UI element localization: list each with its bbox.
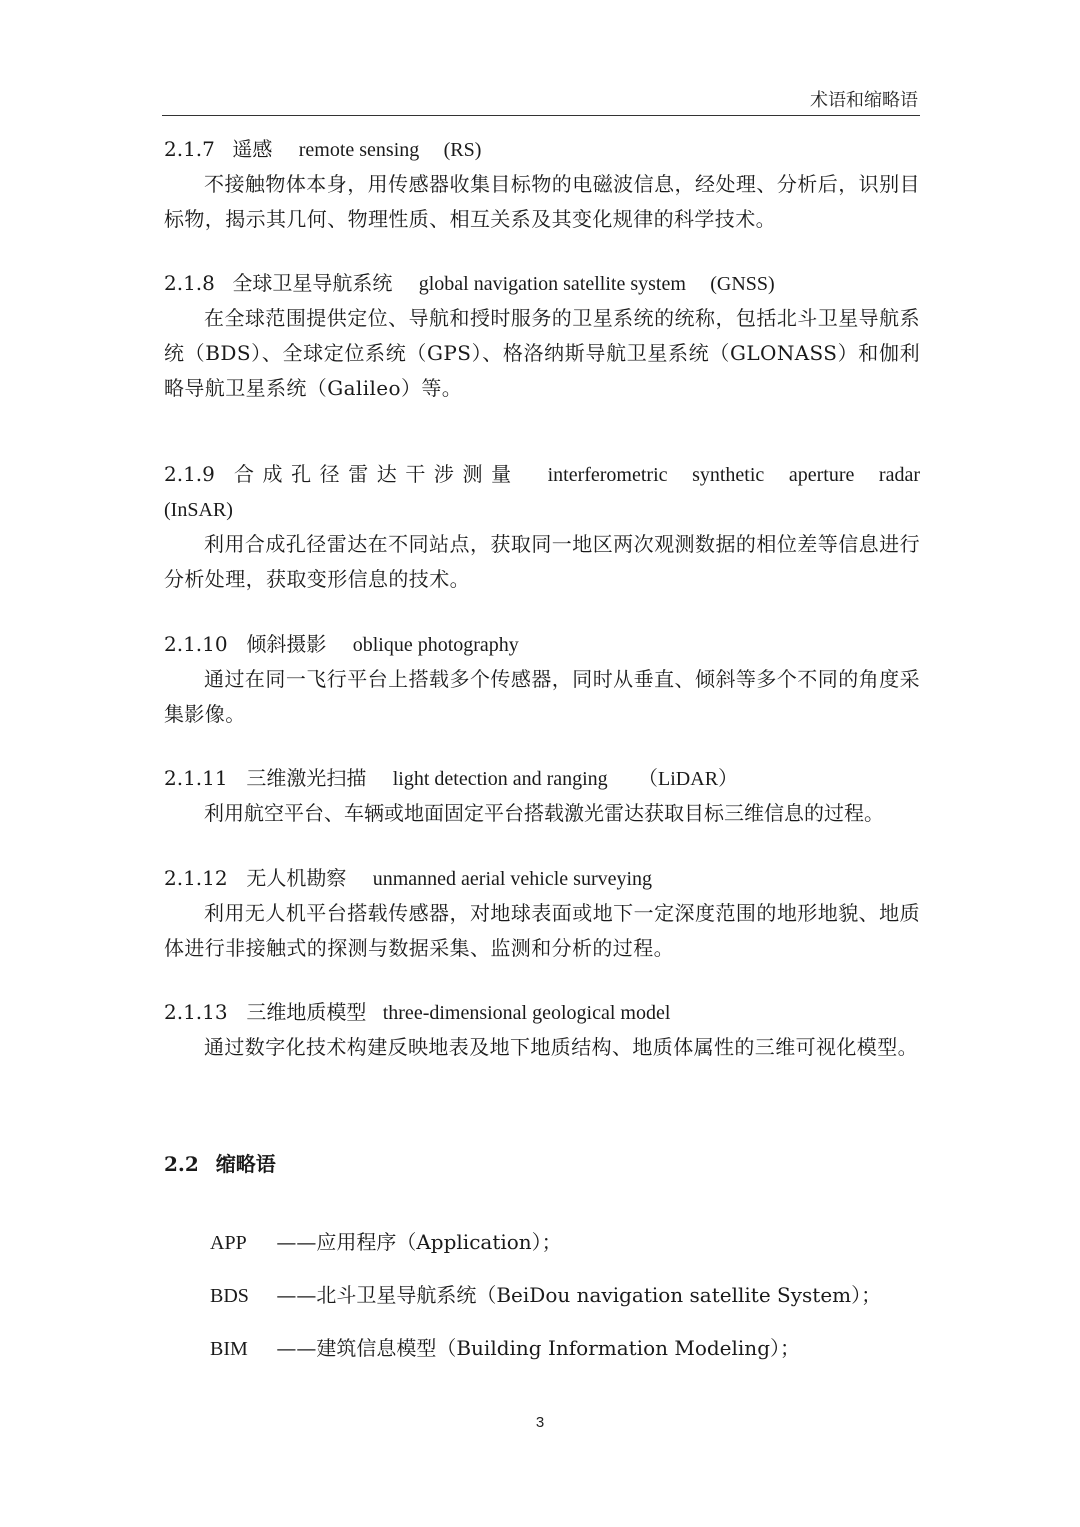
- term-title: [164, 861, 920, 896]
- term-abbreviation: (InSAR): [164, 499, 233, 521]
- term-definition: 通过数字化技术构建反映地表及地下地质结构、地质体属性的三维可视化模型。: [204, 1035, 918, 1059]
- abbreviation-item: [210, 1322, 920, 1375]
- abbreviation-code: BIM: [210, 1338, 248, 1360]
- term-chinese: 无人机勘察: [246, 866, 347, 890]
- abbreviation-definition: ——应用程序（Application）；: [276, 1230, 562, 1254]
- term-english: oblique photography: [352, 634, 519, 656]
- abbreviation-list: [210, 1216, 920, 1375]
- term-chinese: 全球卫星导航系统: [232, 271, 393, 295]
- term-chinese: 三维地质模型: [246, 1000, 367, 1024]
- term-title: [164, 457, 920, 527]
- term-title: [164, 761, 920, 796]
- term-number: 2.1.13: [164, 1000, 228, 1024]
- term-english: remote sensing: [298, 139, 420, 161]
- term-number: 2.1.10: [164, 632, 228, 656]
- running-header: 术语和缩略语: [810, 90, 918, 111]
- term-english: global navigation satellite system: [418, 273, 686, 295]
- term-entry-2-1-12: [164, 861, 920, 966]
- term-title: [164, 132, 920, 167]
- term-number: 2.1.11: [164, 766, 228, 790]
- term-definition: 利用航空平台、车辆或地面固定平台搭载激光雷达获取目标三维信息的过程。: [204, 801, 884, 825]
- abbreviation-item: [210, 1216, 920, 1269]
- term-entry-2-1-10: [164, 627, 920, 732]
- term-entry-2-1-11: [164, 761, 920, 831]
- term-definition: 利用合成孔径雷达在不同站点，获取同一地区两次观测数据的相位差等信息进行分析处理，获取变形信息的技术。: [164, 532, 920, 591]
- term-definition: 利用无人机平台搭载传感器，对地球表面或地下一定深度范围的地形地貌、地质体进行非接触式的探测与数据采集、监测和分析的过程。: [164, 901, 920, 960]
- term-definition: 通过在同一飞行平台上搭载多个传感器，同时从垂直、倾斜等多个不同的角度采集影像。: [164, 667, 920, 726]
- term-entry-2-1-7: [164, 132, 920, 237]
- term-abbreviation: (GNSS): [710, 273, 775, 295]
- term-entry-2-1-8: [164, 266, 920, 406]
- term-english: interferometric synthetic aperture radar: [547, 464, 921, 486]
- term-english: three-dimensional geological model: [382, 1002, 671, 1024]
- term-chinese: 三维激光扫描: [246, 766, 367, 790]
- term-abbreviation: (RS): [443, 139, 482, 161]
- header-rule: [162, 115, 920, 116]
- term-definition: 不接触物体本身，用传感器收集目标物的电磁波信息，经处理、分析后，识别目标物，揭示其几何、物理性质、相互关系及其变化规律的科学技术。: [164, 172, 920, 231]
- term-chinese: 遥感: [232, 137, 273, 161]
- term-number: 2.1.9: [164, 462, 215, 486]
- term-chinese: 合成孔径雷达干涉测量: [233, 462, 520, 486]
- page-number: 3: [535, 1414, 545, 1431]
- term-title: [164, 995, 920, 1030]
- term-english: light detection and ranging: [392, 768, 608, 790]
- abbreviation-definition: ——建筑信息模型（Building Information Modeling）；: [276, 1336, 800, 1360]
- term-english: unmanned aerial vehicle surveying: [372, 868, 653, 890]
- term-definition: 在全球范围提供定位、导航和授时服务的卫星系统的统称，包括北斗卫星导航系统（BDS）、全球定位系统（GPS）、格洛纳斯导航卫星系统（GLONASS）和伽利略导航卫星系统（Galileo）等。: [164, 306, 920, 400]
- section-number: 2.2: [164, 1152, 199, 1176]
- abbreviation-item: [210, 1269, 920, 1322]
- term-chinese: 倾斜摄影: [246, 632, 327, 656]
- section-heading: [164, 1147, 276, 1181]
- term-entry-2-1-9: [164, 457, 920, 597]
- term-title: [164, 627, 920, 662]
- term-title: [164, 266, 920, 301]
- abbreviation-code: BDS: [210, 1285, 249, 1307]
- term-abbreviation: （LiDAR）: [638, 768, 739, 790]
- term-number: 2.1.8: [164, 271, 215, 295]
- abbreviation-definition: ——北斗卫星导航系统（BeiDou navigation satellite System）；: [276, 1283, 882, 1307]
- term-number: 2.1.12: [164, 866, 228, 890]
- abbreviation-code: APP: [210, 1232, 247, 1254]
- term-number: 2.1.7: [164, 137, 215, 161]
- section-title: 缩略语: [215, 1152, 276, 1176]
- term-entry-2-1-13: [164, 995, 920, 1065]
